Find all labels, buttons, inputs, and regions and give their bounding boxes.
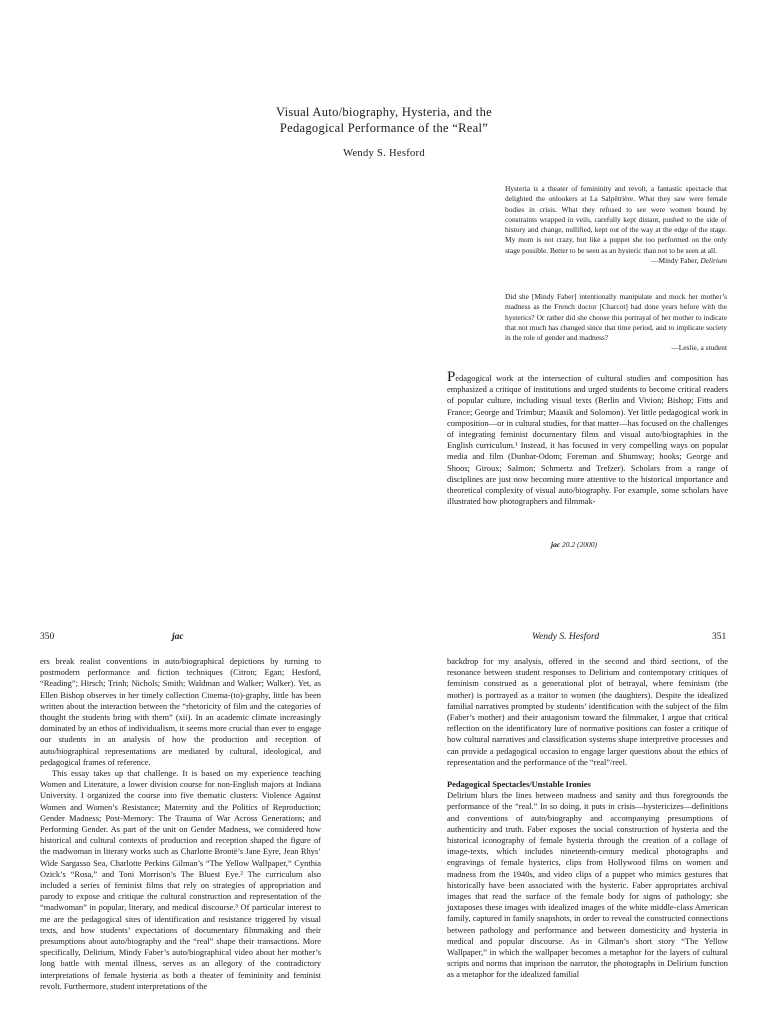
- page-351-paragraph-1: backdrop for my analysis, offered in the second and third sections, of the resonance between student responses to Delirium and contemporary critiques of feminism construed as a generational plot of betrayal, where feminism (the mother) is portrayed as a traitor to women (the daughters). Despite the idealized familial narratives prompted by students’ identification with the subject of the film (Faber’s mother) and their antagonism toward the filmmaker, I argue that critical reflection on the identificatory lure of normative positions can foster a critique of how cultural narratives and classification systems shape interpretive processes and can provide a pedagogical occasion to engage larger questions about the ethics of representation and the performance of the “real”/reel.: [447, 656, 728, 767]
- section-heading: Pedagogical Spectacles/Unstable Ironies: [447, 779, 591, 790]
- title-line-2: Pedagogical Performance of the “Real”: [279, 121, 489, 135]
- journal-issue: 20.2 (2000): [560, 540, 598, 549]
- page-351-text: [447, 656, 728, 981]
- page-350-running-head: jac: [172, 632, 184, 642]
- epigraph-2-attribution: —Leslie, a student: [671, 343, 727, 353]
- page-350-paragraph-1: ers break realist conventions in auto/biographical depictions by turning to postmodern performance and fiction techniques (Citron; Egan; Hesford, “Reading”; Hirsch; Trinh; Nichols; Smith; Waldman and Walker; Walker). Yet, as Ellen Bishop observes in her timely collection Cinema-(to)-graphy, little has been written about the interaction between the “rhetoricity of film and the categories of thought the students bring with them” (xii). In an academic climate increasingly dominated by an ethos of individualism, it seems more crucial than ever to engage our students in an analysis of how the production and reception of auto/biographical representations are mediated by cultural, ideological, and pedagogical frames of reference.: [40, 656, 321, 767]
- page-350-paragraph-2: This essay takes up that challenge. It is based on my experience teaching Women and Literature, a lower division course for non-English majors at Indiana University. I organized the course into five thematic clusters: Violence Against Women and Women’s Resistance; Maternity and the Politics of Reproduction; Gender Madness; Post-Memory: The Trauma of War Across Generations; and Performing Gender. As part of the unit on Gender Madness, we considered how historical and cultural contexts of production and reception shaped the figure of the madwoman in literary works such as Charlotte Brontë’s Jane Eyre, Jean Rhys’ Wide Sargasso Sea, Charlotte Perkins Gilman’s “The Yellow Wallpaper,” Cynthia Ozick’s “Rosa,” and Toni Morrison’s The Bluest Eye.² The curriculum also included a series of feminist films that rely on strategies of appropriation and parody to expose and critique the cultural construction and representation of the “madwoman” in popular, literary, and medical discourse.³ Of particular interest to me are the pedagogical sites of identification and resistance triggered by visual texts, and how students’ expectations of documentary filmmaking and their presumptions about auto/biography and the “real” shape their transactions. More specifically, Delirium, Mindy Faber’s auto/biographical video about her mother’s long battle with mental illness, serves as an allegory of the contradictory interpretations of female hysteria as both a theater of femininity and feminist revolt. Furthermore, student interpretations of the: [40, 768, 321, 991]
- epigraph-1: [505, 184, 727, 266]
- epigraph-2-text: Did she [Mindy Faber] intentionally manipulate and mock her mother’s madness as the French doctor [Charcot] had done years before with the hysterics? Or rather did she choose this portrayal of her mother to indicate that not much has changed since that time period, and to implicate society in the role of gender and madness?: [505, 292, 727, 342]
- page-351-number: 351: [712, 632, 727, 642]
- epigraph-1-attribution-work: Delirium: [700, 255, 727, 265]
- article-author: Wendy S. Hesford: [343, 148, 425, 159]
- page-350-text: [40, 656, 321, 992]
- journal-footer: [551, 540, 597, 549]
- article-title: [184, 104, 584, 136]
- epigraph-1-text: Hysteria is a theater of femininity and revolt, a fantastic spectacle that delighted the onlookers at La Salpêtrière. What they saw were female bodies in crisis. What they refused to see were women bound by constraints wrapped in veils, carefully kept distant, pushed to the side of history and change, nullified, kept out of the way at the edge of the stage. My mom is not crazy, but like a puppet she too performed on the only stage possible. Better to be seen as an hysteric than not to be seen at all.: [505, 184, 727, 255]
- epigraph-1-attribution: [505, 256, 727, 266]
- page-351-running-head: Wendy S. Hesford: [532, 632, 600, 642]
- page-351-paragraph-2: Delirium blurs the lines between madness and sanity and thus foregrounds the performance of the “real.” In so doing, it puts in crisis—hystericizes—definitions and conventions of auto/biography and accompanying presumptions of authenticity and truth. Faber exposes the social construction of hysteria and the historical iconography of female hysteria through the creation of a collage of image-texts, which includes nineteenth-century medical photographs and engravings of female hysterics, clips from Hollywood films on women and madness from the 1940s, and video clips of a puppet who mimics gestures that historically have been associated with the hysteric. Faber appropriates archival images that read the surface of the female body for signs of pathology; she juxtaposes these images with idealized images of the white middle-class American family, captured in family snapshots, in order to reveal the constructed connections between pathology and performance and between domesticity and hysteria in medical and popular discourse. As in Gilman’s short story “The Yellow Wallpaper,” in which the wallpaper becomes a metaphor for the layers of cultural scripts and norms that imprison the narrator, the photographs in Delirium function as a metaphor for the idealized familial: [447, 790, 728, 980]
- epigraph-1-attribution-name: —Mindy Faber,: [651, 255, 701, 265]
- page-350-number: 350: [40, 632, 55, 642]
- epigraph-2: [505, 292, 727, 354]
- article-opening-paragraph: [447, 369, 728, 507]
- opening-body: edagogical work at the intersection of cultural studies and composition has emphasized a critique of institutions and urged students to become critical readers of popular culture, including visual texts (Berlin and Vivion; Bishop; Fitts and France; George and Trimbur; Maasik and Solomon). Yet little pedagogical work in composition—or in cultural studies, for that matter—has focused on the challenges of integrating feminist documentary films and visual auto/biographies in the English curriculum.¹ Instead, it has focused in very compelling ways on popular media and film (Dunbar-Odom; Foreman and Shumway; hooks; George and Shoos; Giroux; Salmon; Schmertz and Trefzer). Scholars from a range of disciplines are just now becoming more attentive to the historical importance and theoretical complexity of visual auto/biography. For example, some scholars have illustrated how photographers and filmmak-: [447, 373, 728, 507]
- journal-name: jac: [551, 540, 561, 549]
- title-line-1: Visual Auto/biography, Hysteria, and the: [276, 105, 492, 119]
- dropcap: P: [447, 369, 456, 385]
